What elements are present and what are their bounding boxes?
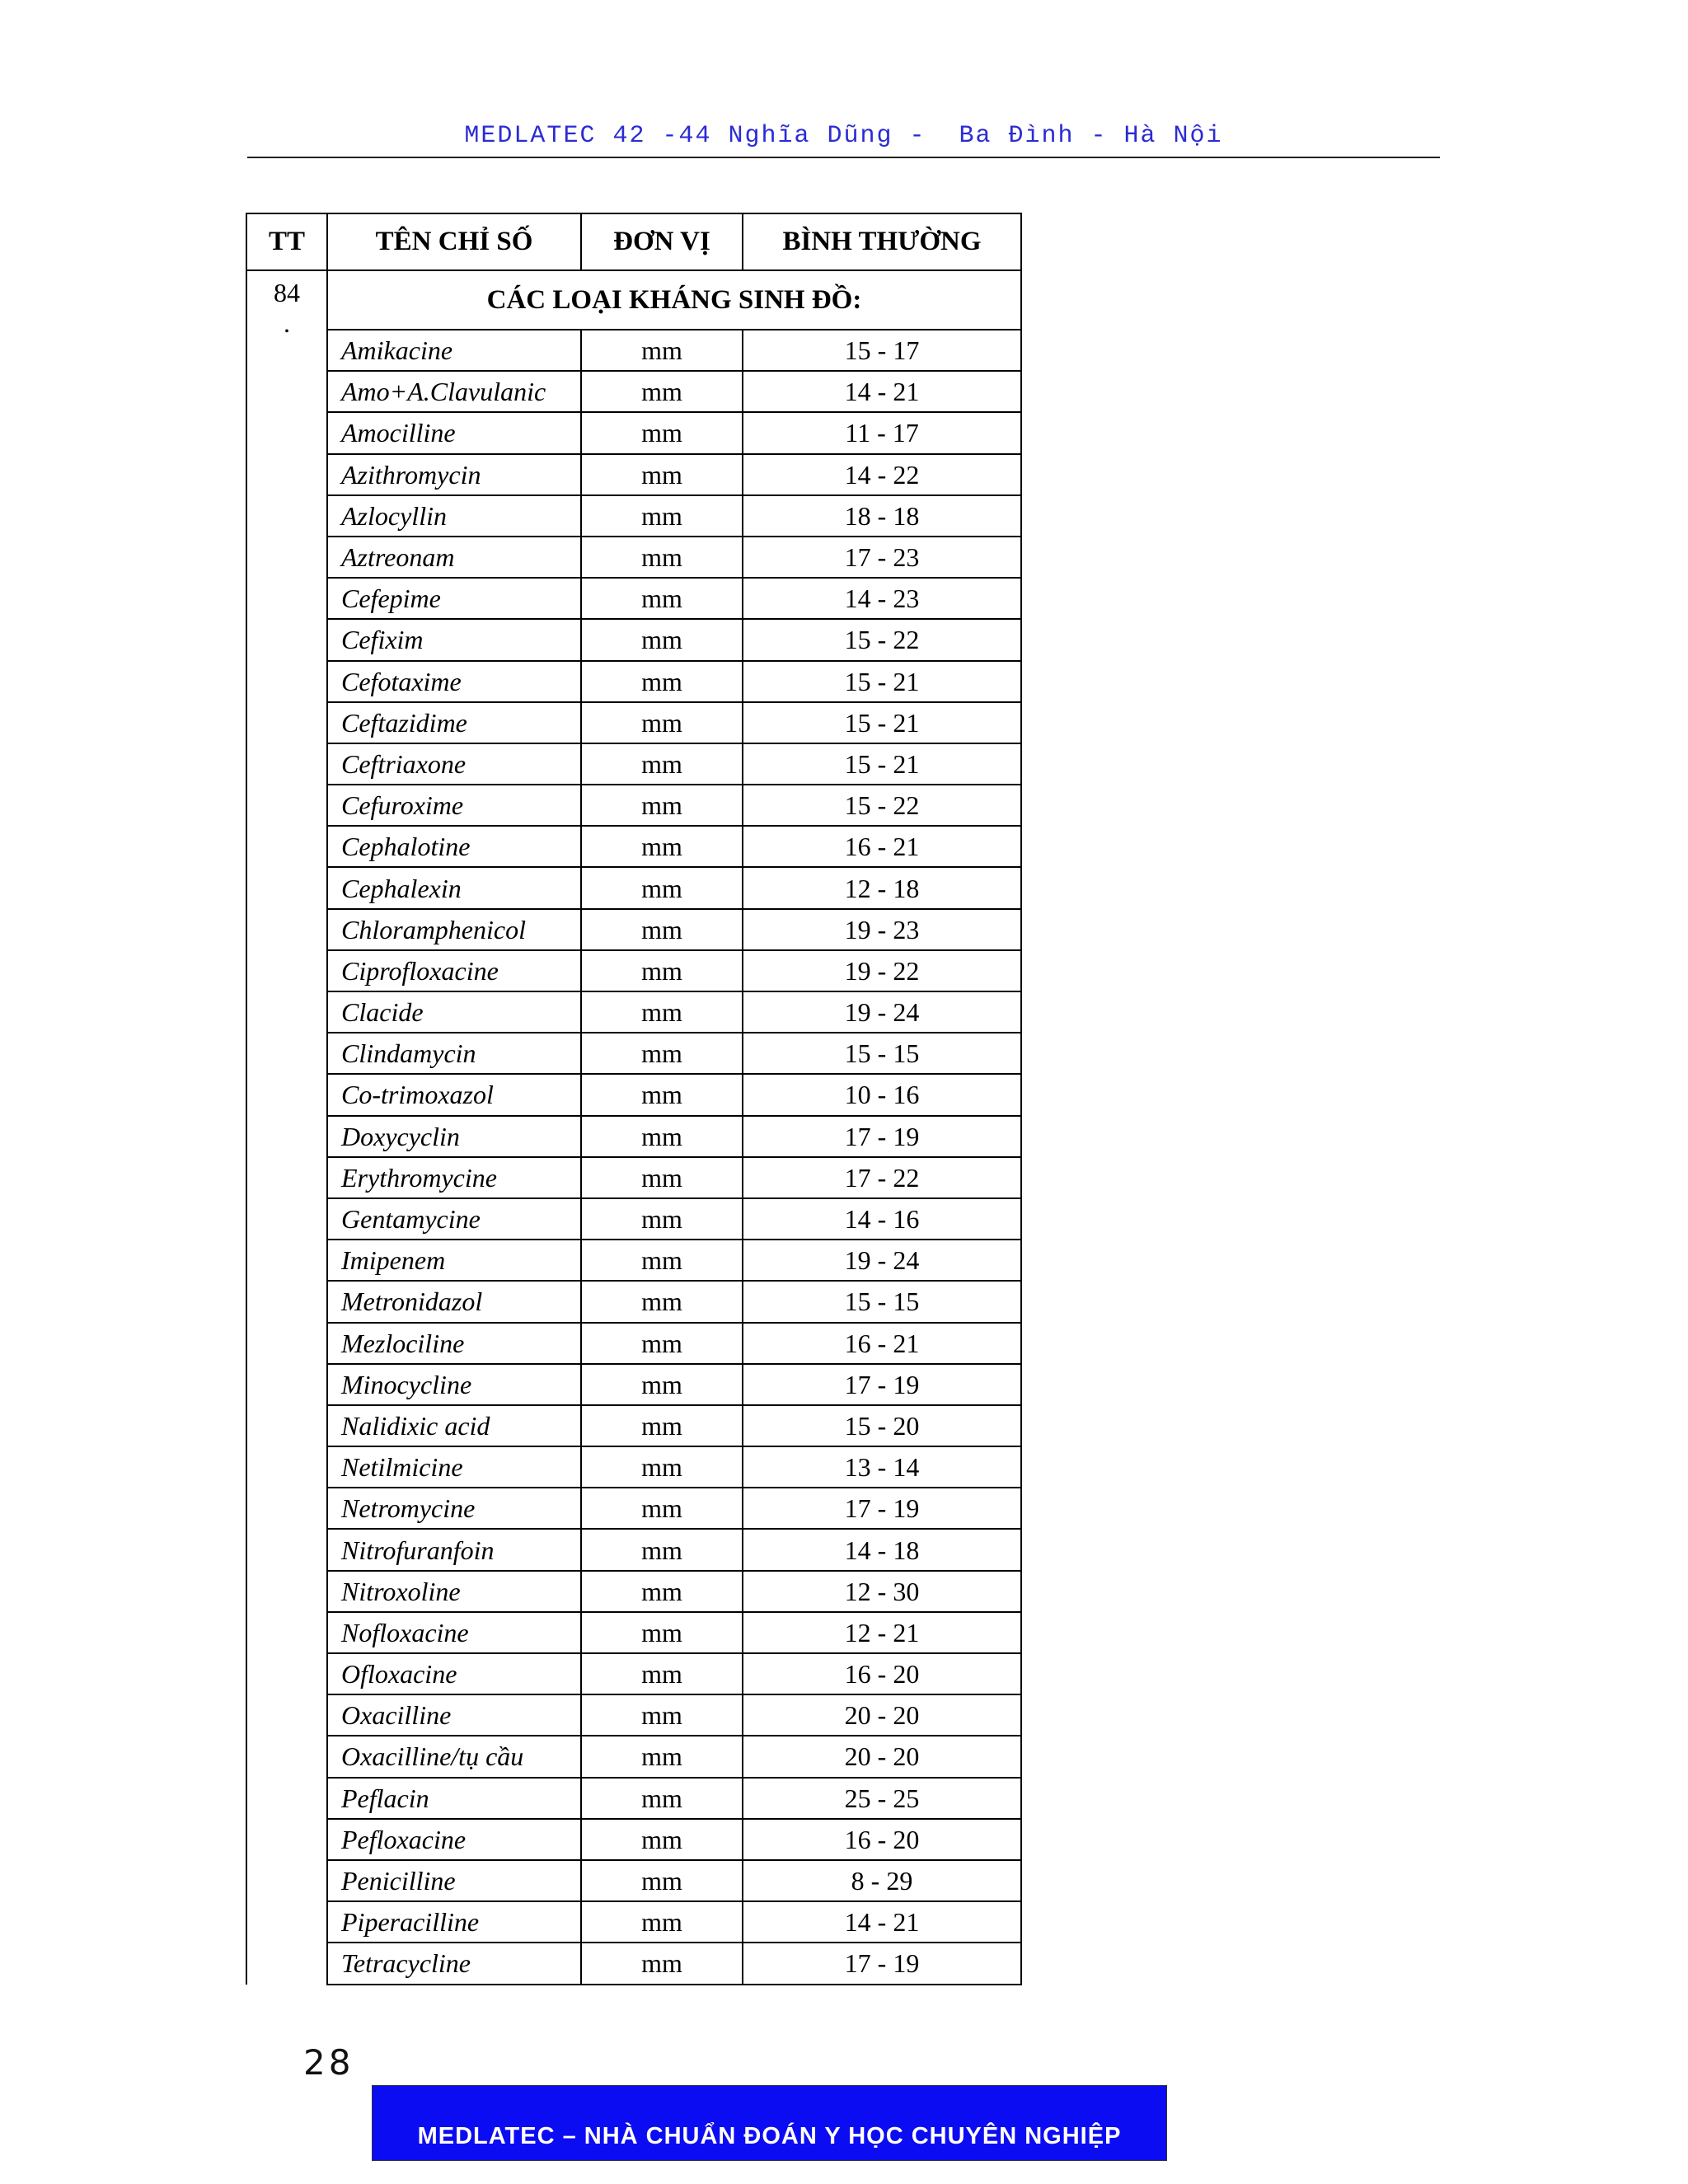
normal-range-cell: 25 - 25 [743, 1778, 1021, 1819]
antibiotic-name: Oxacilline/tụ cầu [327, 1736, 581, 1777]
normal-range-cell: 12 - 18 [743, 867, 1021, 908]
unit-cell: mm [581, 1529, 743, 1570]
table-row [246, 1860, 1021, 1901]
unit-cell: mm [581, 1281, 743, 1322]
antibiotic-name: Clacide [327, 991, 581, 1033]
table-row [246, 1529, 1021, 1570]
normal-range-cell: 17 - 23 [743, 537, 1021, 578]
table-row [246, 412, 1021, 453]
antibiotic-name: Tetracycline [327, 1943, 581, 1984]
antibiotic-name: Co-trimoxazol [327, 1074, 581, 1115]
unit-cell: mm [581, 330, 743, 371]
tt-cell [246, 270, 327, 1985]
normal-range-cell: 15 - 20 [743, 1405, 1021, 1446]
normal-range-cell: 17 - 19 [743, 1364, 1021, 1405]
unit-cell: mm [581, 1901, 743, 1943]
normal-range-cell: 14 - 18 [743, 1529, 1021, 1570]
normal-range-cell: 20 - 20 [743, 1694, 1021, 1736]
antibiotic-name: Azithromycin [327, 454, 581, 495]
antibiotic-name: Amocilline [327, 412, 581, 453]
normal-range-cell: 14 - 21 [743, 1901, 1021, 1943]
unit-cell: mm [581, 867, 743, 908]
unit-cell: mm [581, 1653, 743, 1694]
normal-range-cell: 15 - 17 [743, 330, 1021, 371]
antibiotic-name: Ceftazidime [327, 702, 581, 743]
antibiotic-name: Nitroxoline [327, 1571, 581, 1612]
antibiotic-name: Erythromycine [327, 1157, 581, 1198]
antibiotic-name: Cefixim [327, 619, 581, 660]
unit-cell: mm [581, 1116, 743, 1157]
table-row [246, 1198, 1021, 1240]
antibiotic-name: Oxacilline [327, 1694, 581, 1736]
antibiotic-name: Minocycline [327, 1364, 581, 1405]
antibiotic-name: Amo+A.Clavulanic [327, 371, 581, 412]
table-row [246, 1446, 1021, 1488]
unit-cell: mm [581, 661, 743, 702]
normal-range-cell: 11 - 17 [743, 412, 1021, 453]
unit-cell: mm [581, 702, 743, 743]
table-row [246, 1901, 1021, 1943]
normal-range-cell: 15 - 21 [743, 661, 1021, 702]
normal-range-cell: 14 - 22 [743, 454, 1021, 495]
normal-range-cell: 15 - 15 [743, 1033, 1021, 1074]
unit-cell: mm [581, 1778, 743, 1819]
unit-cell: mm [581, 1736, 743, 1777]
table-row [246, 495, 1021, 537]
unit-cell: mm [581, 1364, 743, 1405]
normal-range-cell: 15 - 15 [743, 1281, 1021, 1322]
table-row [246, 1281, 1021, 1322]
unit-cell: mm [581, 495, 743, 537]
table-row [246, 1116, 1021, 1157]
table-row [246, 1488, 1021, 1529]
unit-cell: mm [581, 1612, 743, 1653]
antibiotic-name: Metronidazol [327, 1281, 581, 1322]
normal-range-cell: 19 - 23 [743, 909, 1021, 950]
table-row [246, 537, 1021, 578]
antibiotic-name: Gentamycine [327, 1198, 581, 1240]
antibiotic-name: Nitrofuranfoin [327, 1529, 581, 1570]
table-row [246, 1364, 1021, 1405]
antibiotic-name: Cefuroxime [327, 785, 581, 826]
column-header-normal-range: BÌNH THƯỜNG [743, 213, 1021, 270]
page-number: 28 [303, 2042, 354, 2083]
unit-cell: mm [581, 826, 743, 867]
antibiotic-name: Pefloxacine [327, 1819, 581, 1860]
antibiotic-name: Nalidixic acid [327, 1405, 581, 1446]
table-row [246, 991, 1021, 1033]
antibiotic-name: Cefotaxime [327, 661, 581, 702]
normal-range-cell: 10 - 16 [743, 1074, 1021, 1115]
antibiotic-name: Imipenem [327, 1240, 581, 1281]
normal-range-cell: 17 - 19 [743, 1116, 1021, 1157]
table-row [246, 950, 1021, 991]
table-row [246, 619, 1021, 660]
tt-dot: . [284, 307, 290, 338]
antibiotic-name: Clindamycin [327, 1033, 581, 1074]
table-row [246, 1653, 1021, 1694]
column-header-name: TÊN CHỈ SỐ [327, 213, 581, 270]
table-row [246, 785, 1021, 826]
table-row [246, 702, 1021, 743]
table-row [246, 1778, 1021, 1819]
antibiotic-name: Netilmicine [327, 1446, 581, 1488]
antibiotic-name: Cefepime [327, 578, 581, 619]
unit-cell: mm [581, 1074, 743, 1115]
table-row [246, 330, 1021, 371]
antibiotic-name: Ofloxacine [327, 1653, 581, 1694]
unit-cell: mm [581, 454, 743, 495]
antibiotic-name: Piperacilline [327, 1901, 581, 1943]
table-row [246, 578, 1021, 619]
table-row [246, 1612, 1021, 1653]
normal-range-cell: 19 - 22 [743, 950, 1021, 991]
header-divider [247, 157, 1440, 158]
table-row [246, 867, 1021, 908]
unit-cell: mm [581, 412, 743, 453]
antibiotic-name: Nofloxacine [327, 1612, 581, 1653]
unit-cell: mm [581, 1446, 743, 1488]
normal-range-cell: 12 - 21 [743, 1612, 1021, 1653]
normal-range-cell: 15 - 22 [743, 619, 1021, 660]
antibiotic-name: Cephalexin [327, 867, 581, 908]
normal-range-cell: 17 - 19 [743, 1488, 1021, 1529]
antibiotic-name: Aztreonam [327, 537, 581, 578]
antibiotic-name: Cephalotine [327, 826, 581, 867]
normal-range-cell: 15 - 21 [743, 702, 1021, 743]
normal-range-cell: 14 - 16 [743, 1198, 1021, 1240]
unit-cell: mm [581, 371, 743, 412]
antibiotic-name: Doxycyclin [327, 1116, 581, 1157]
normal-range-cell: 19 - 24 [743, 991, 1021, 1033]
page-header: MEDLATEC 42 -44 Nghĩa Dũng - Ba Đình - Hà Nội [464, 122, 1223, 150]
table-row [246, 1323, 1021, 1364]
antibiotic-name: Peflacin [327, 1778, 581, 1819]
normal-range-cell: 17 - 19 [743, 1943, 1021, 1984]
antibiotic-name: Ceftriaxone [327, 743, 581, 785]
table-row [246, 909, 1021, 950]
unit-cell: mm [581, 1943, 743, 1984]
unit-cell: mm [581, 1571, 743, 1612]
unit-cell: mm [581, 1405, 743, 1446]
table-row [246, 1736, 1021, 1777]
normal-range-cell: 15 - 22 [743, 785, 1021, 826]
unit-cell: mm [581, 1694, 743, 1736]
table-row [246, 743, 1021, 785]
unit-cell: mm [581, 785, 743, 826]
normal-range-cell: 12 - 30 [743, 1571, 1021, 1612]
normal-range-cell: 16 - 20 [743, 1819, 1021, 1860]
antibiotic-name: Azlocyllin [327, 495, 581, 537]
tt-number: 84 [274, 278, 300, 307]
unit-cell: mm [581, 909, 743, 950]
table-row [246, 826, 1021, 867]
table-row [246, 1571, 1021, 1612]
antibiotic-name: Chloramphenicol [327, 909, 581, 950]
table-row [246, 1033, 1021, 1074]
unit-cell: mm [581, 1198, 743, 1240]
normal-range-cell: 13 - 14 [743, 1446, 1021, 1488]
unit-cell: mm [581, 1033, 743, 1074]
antibiotic-name: Netromycine [327, 1488, 581, 1529]
unit-cell: mm [581, 1488, 743, 1529]
table-row [246, 454, 1021, 495]
unit-cell: mm [581, 1819, 743, 1860]
table-row [246, 1157, 1021, 1198]
table-row [246, 1694, 1021, 1736]
normal-range-cell: 15 - 21 [743, 743, 1021, 785]
unit-cell: mm [581, 1157, 743, 1198]
normal-range-cell: 14 - 23 [743, 578, 1021, 619]
unit-cell: mm [581, 1240, 743, 1281]
table-row [246, 1943, 1021, 1984]
table-row [246, 1240, 1021, 1281]
group-title: CÁC LOẠI KHÁNG SINH ĐỒ: [327, 270, 1021, 330]
footer-banner [372, 2085, 1167, 2161]
antibiotic-name: Ciprofloxacine [327, 950, 581, 991]
table-row [246, 1074, 1021, 1115]
normal-range-cell: 16 - 21 [743, 1323, 1021, 1364]
table-row [246, 1405, 1021, 1446]
antibiotic-name: Penicilline [327, 1860, 581, 1901]
unit-cell: mm [581, 991, 743, 1033]
column-header-tt: TT [246, 213, 327, 270]
table-row [246, 661, 1021, 702]
antibiotic-name: Mezlociline [327, 1323, 581, 1364]
group-row [246, 270, 1021, 330]
unit-cell: mm [581, 619, 743, 660]
normal-range-cell: 17 - 22 [743, 1157, 1021, 1198]
normal-range-cell: 20 - 20 [743, 1736, 1021, 1777]
normal-range-cell: 16 - 21 [743, 826, 1021, 867]
unit-cell: mm [581, 950, 743, 991]
unit-cell: mm [581, 578, 743, 619]
table-row [246, 1819, 1021, 1860]
normal-range-cell: 16 - 20 [743, 1653, 1021, 1694]
column-header-unit: ĐƠN VỊ [581, 213, 743, 270]
unit-cell: mm [581, 743, 743, 785]
footer-text: MEDLATEC – NHÀ CHUẨN ĐOÁN Y HỌC CHUYÊN NGHIỆP [417, 2123, 1122, 2149]
reference-table [246, 213, 1022, 1985]
normal-range-cell: 18 - 18 [743, 495, 1021, 537]
normal-range-cell: 19 - 24 [743, 1240, 1021, 1281]
table-header-row [246, 213, 1021, 270]
normal-range-cell: 8 - 29 [743, 1860, 1021, 1901]
table-row [246, 371, 1021, 412]
unit-cell: mm [581, 537, 743, 578]
antibiotic-name: Amikacine [327, 330, 581, 371]
unit-cell: mm [581, 1860, 743, 1901]
unit-cell: mm [581, 1323, 743, 1364]
normal-range-cell: 14 - 21 [743, 371, 1021, 412]
